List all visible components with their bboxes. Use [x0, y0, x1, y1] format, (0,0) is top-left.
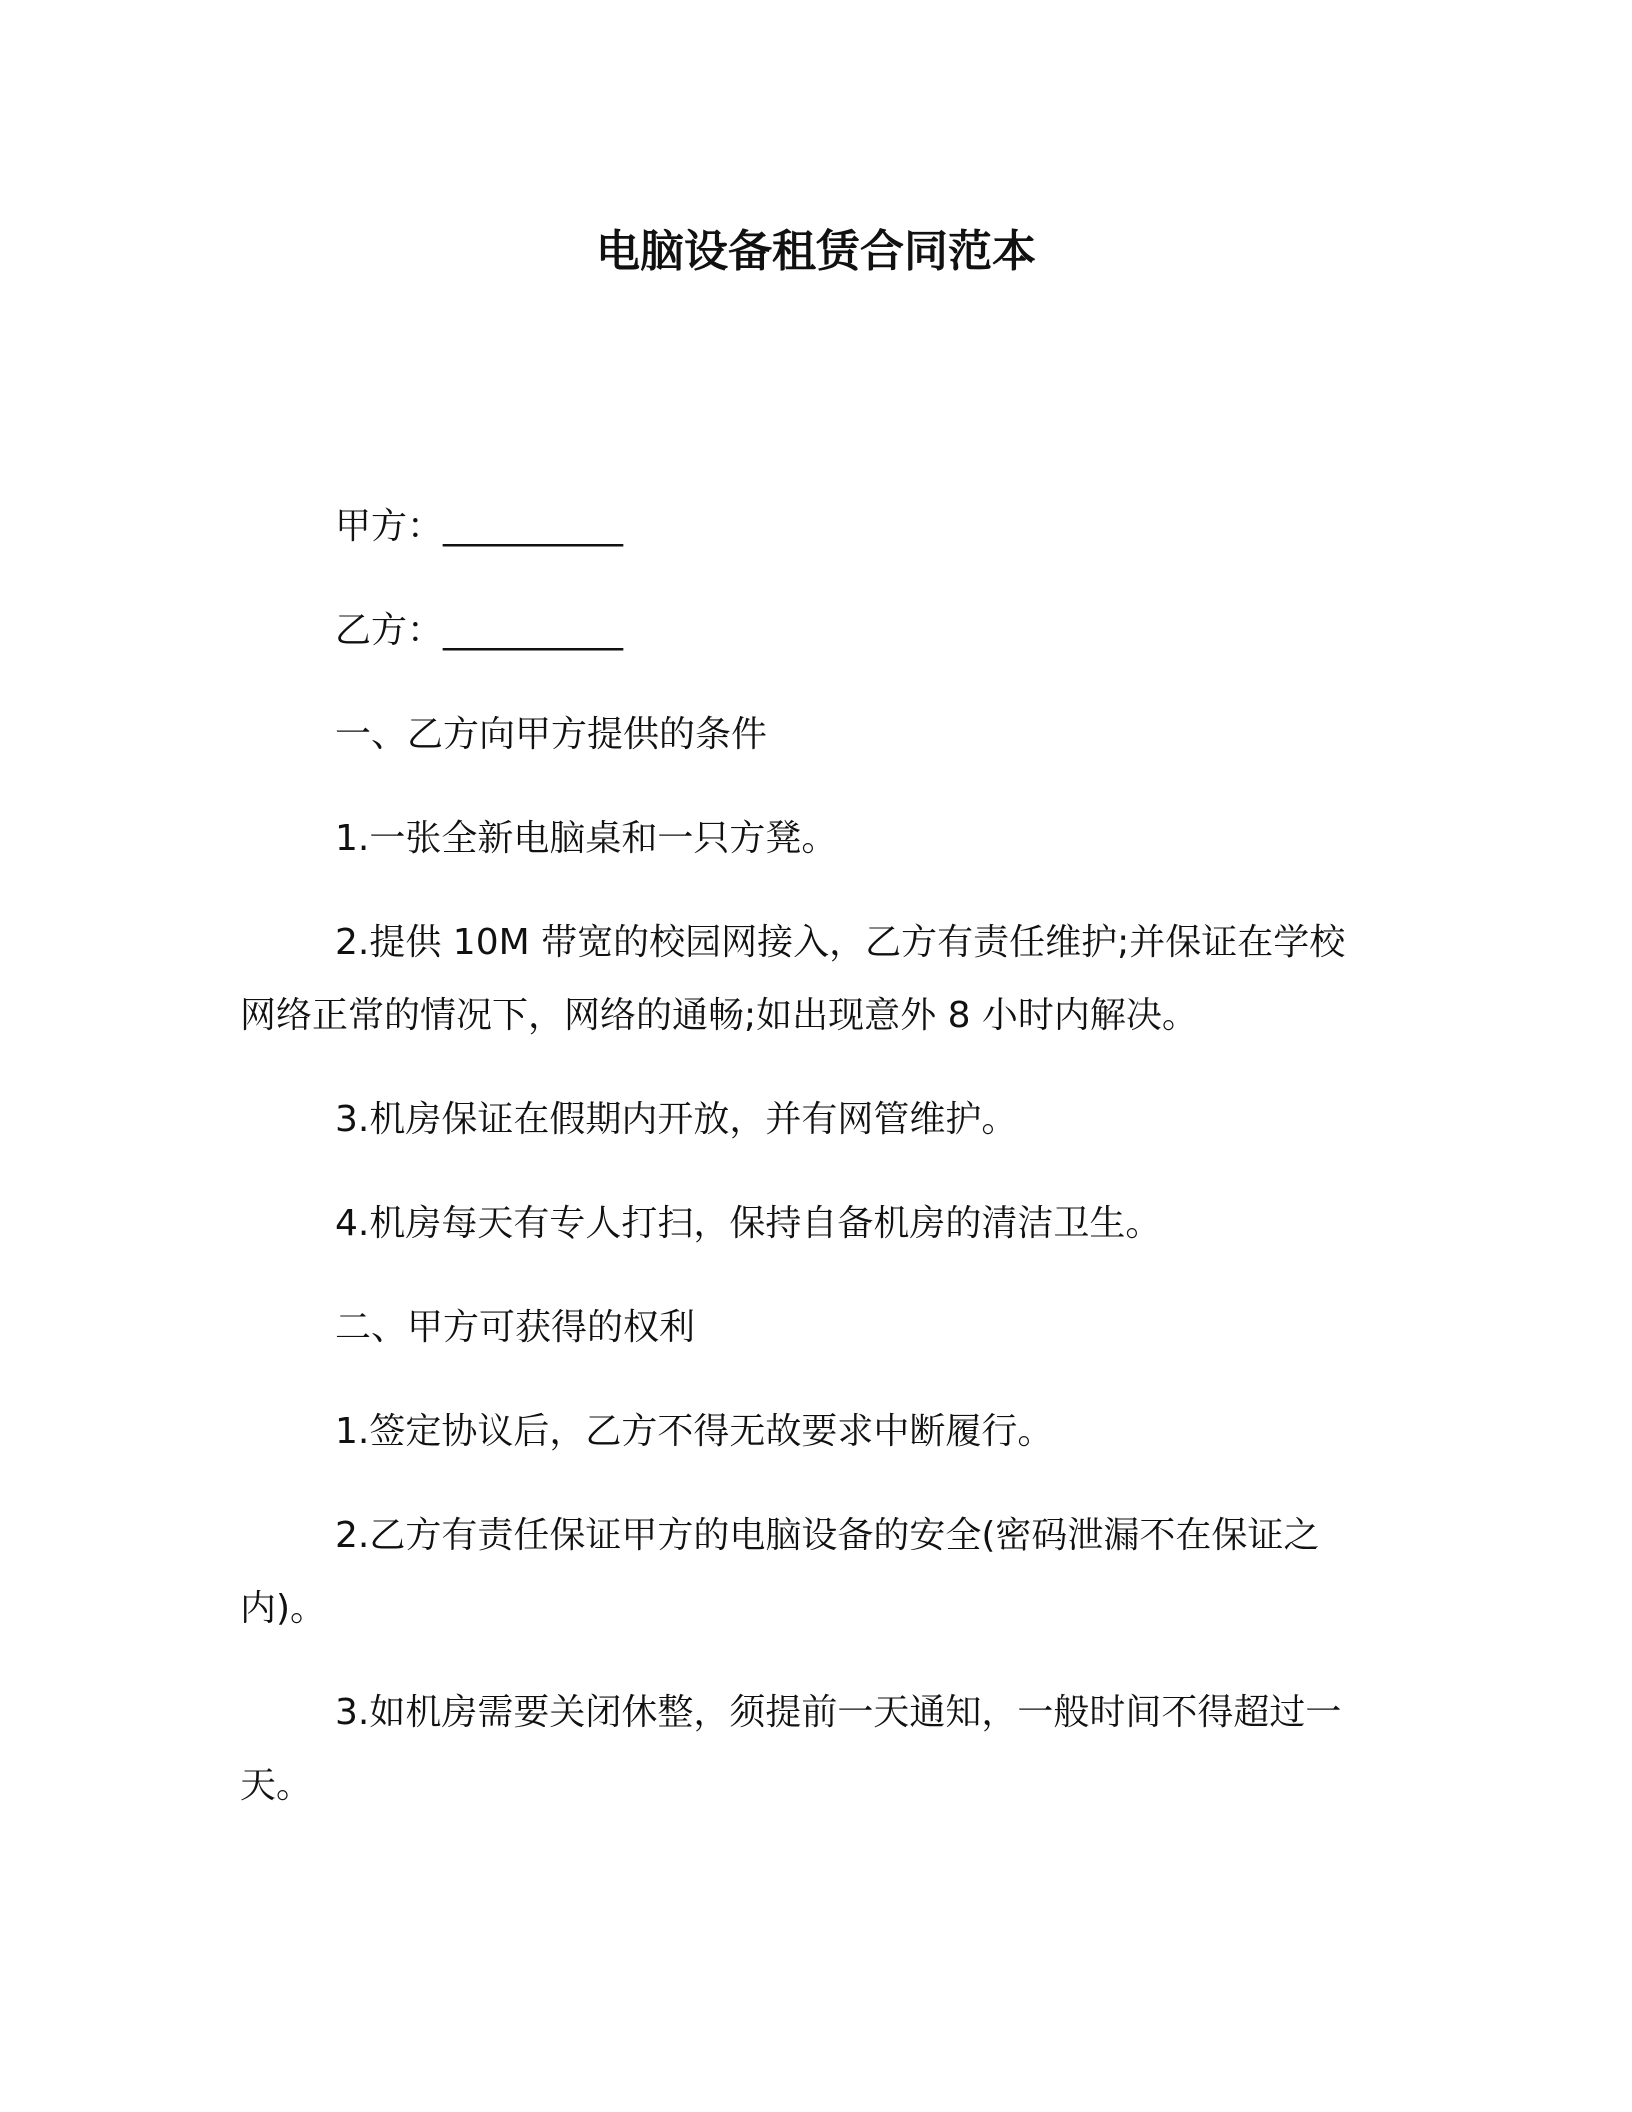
clause-2-2: 2.乙方有责任保证甲方的电脑设备的安全(密码泄漏不在保证之内)。: [240, 1515, 1320, 1629]
clause-1-1: 1.一张全新电脑桌和一只方凳。: [335, 818, 838, 859]
section-heading-1: 一、乙方向甲方提供的条件: [335, 714, 768, 755]
clause-2-1: 1.签定协议后，乙方不得无故要求中断履行。: [335, 1411, 1054, 1452]
section-heading-2: 二、甲方可获得的权利: [335, 1307, 696, 1348]
party-a-line: 甲方：__________: [335, 506, 624, 547]
clause-1-3: 3.机房保证在假期内开放，并有网管维护。: [335, 1099, 1018, 1140]
clause-1-2: 2.提供 10M 带宽的校园网接入，乙方有责任维护;并保证在学校网络正常的情况下，网络的通畅;如出现意外 8 小时内解决。: [240, 922, 1346, 1036]
clause-1-4: 4.机房每天有专人打扫，保持自备机房的清洁卫生。: [335, 1203, 1162, 1244]
clause-2-3: 3.如机房需要关闭休整，须提前一天通知，一般时间不得超过一天。: [240, 1692, 1342, 1806]
document-body: [240, 490, 1380, 1853]
party-b-line: 乙方：__________: [335, 610, 624, 651]
document-title: 电脑设备租赁合同范本: [596, 226, 1036, 277]
